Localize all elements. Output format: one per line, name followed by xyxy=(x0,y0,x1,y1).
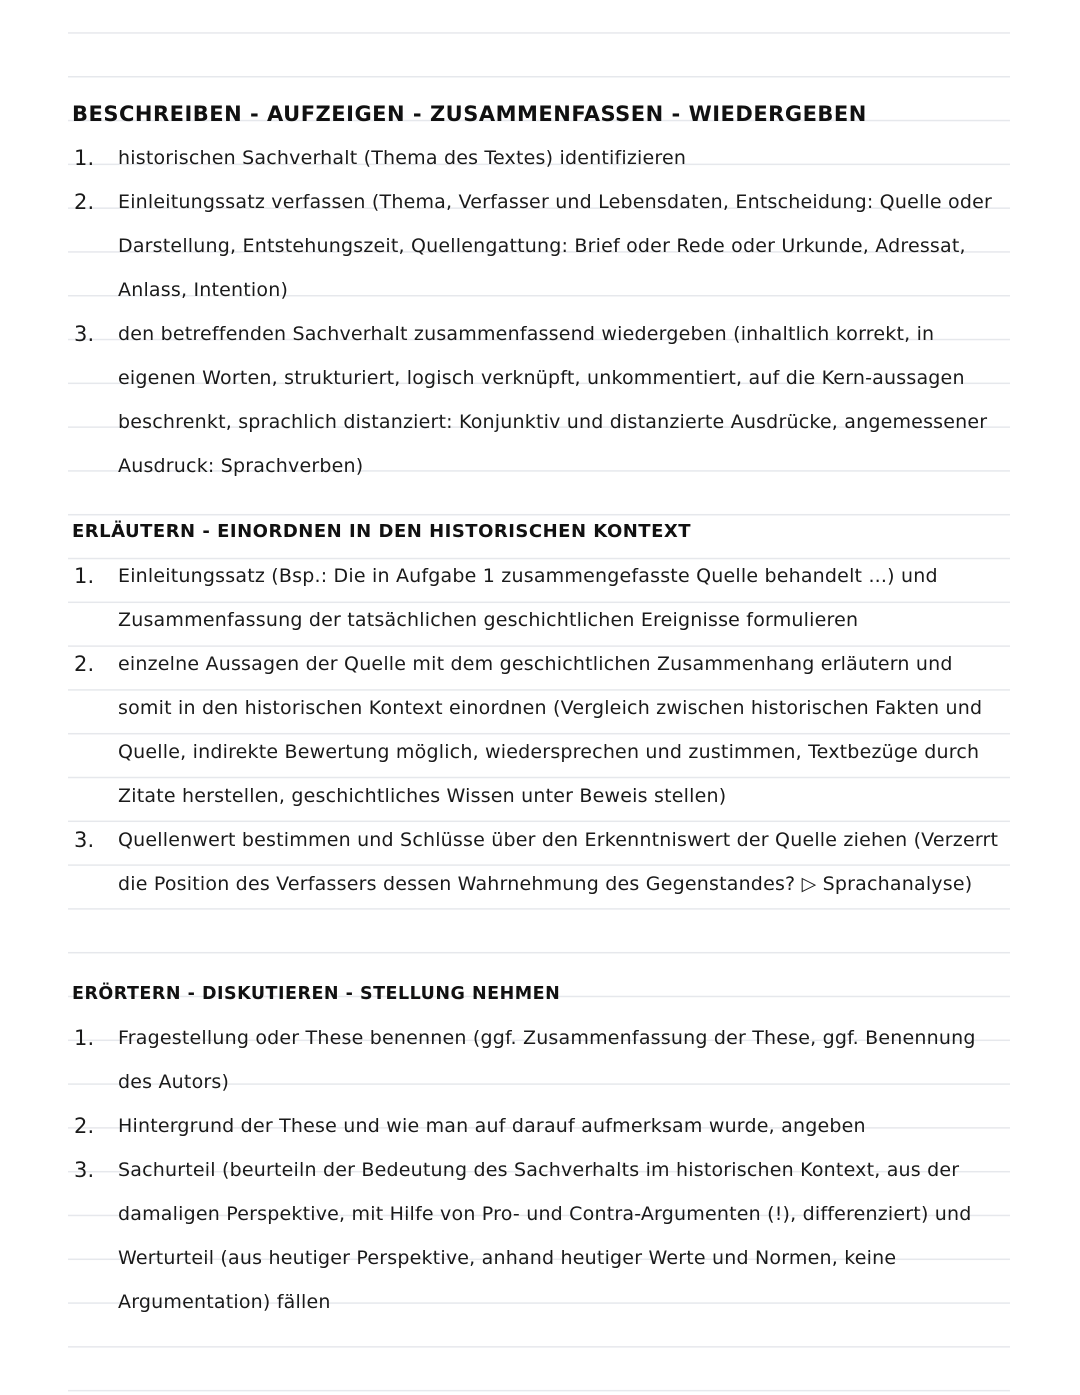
list-item xyxy=(72,180,1012,312)
list-item xyxy=(72,818,1012,906)
item-text: Quellenwert bestimmen und Schlüsse über den Erkenntniswert der Quelle ziehen (Verzerrt die Position des Verfassers dessen Wahrnehmung des Gegenstandes? ▷ Sprachanalyse) xyxy=(118,829,999,895)
list-item xyxy=(72,1016,1012,1104)
section-heading: BESCHREIBEN - AUFZEIGEN - ZUSAMMENFASSEN - WIEDERGEBEN xyxy=(72,102,867,126)
section-heading: ERÖRTERN - DISKUTIEREN - STELLUNG NEHMEN xyxy=(72,984,561,1004)
item-text: Hintergrund der These und wie man auf darauf aufmerksam wurde, angeben xyxy=(118,1115,866,1137)
item-text: historischen Sachverhalt (Thema des Textes) identifizieren xyxy=(118,147,687,169)
list-item xyxy=(72,312,1012,488)
section-erlaeutern xyxy=(72,510,1012,906)
item-list xyxy=(72,136,1012,488)
item-number: 2. xyxy=(74,652,95,676)
item-list xyxy=(72,554,1012,906)
list-item xyxy=(72,642,1012,818)
item-number: 1. xyxy=(74,146,95,170)
item-text: Sachurteil (beurteiln der Bedeutung des Sachverhalts im historischen Kontext, aus der damaligen Perspektive, mit Hilfe von Pro- und Contra-Argumenten (!), differenziert) und Werturteil (aus heutiger Perspektive, anhand heutiger Werte und Normen, keine Argumentation) fällen xyxy=(118,1159,972,1313)
list-item xyxy=(72,1148,1012,1324)
item-number: 2. xyxy=(74,1114,95,1138)
list-item xyxy=(72,1104,1012,1148)
item-number: 3. xyxy=(74,828,95,852)
item-list xyxy=(72,1016,1012,1324)
item-number: 3. xyxy=(74,322,95,346)
item-text: einzelne Aussagen der Quelle mit dem geschichtlichen Zusammenhang erläutern und somit in den historischen Kontext einordnen (Vergleich zwischen historischen Fakten und Quelle, indirekte Bewertung möglich, wiedersprechen und zustimmen, Textbezüge durch Zitate herstellen, geschichtliches Wissen unter Beweis stellen) xyxy=(118,653,983,807)
item-number: 3. xyxy=(74,1158,95,1182)
item-text: Einleitungssatz verfassen (Thema, Verfasser und Lebensdaten, Entscheidung: Quelle oder Darstellung, Entstehungszeit, Quellengattung: Brief oder Rede oder Urkunde, Adressat, Anlass, Intention) xyxy=(118,191,993,301)
section-heading: ERLÄUTERN - EINORDNEN IN DEN HISTORISCHEN KONTEXT xyxy=(72,521,692,542)
item-number: 1. xyxy=(74,564,95,588)
item-text: Fragestellung oder These benennen (ggf. Zusammenfassung der These, ggf. Benennung des Autors) xyxy=(118,1027,976,1093)
list-item xyxy=(72,554,1012,642)
item-text: Einleitungssatz (Bsp.: Die in Aufgabe 1 zusammengefasste Quelle behandelt ...) und Zusammenfassung der tatsächlichen geschichtlichen Ereignisse formulieren xyxy=(118,565,938,631)
item-text: den betreffenden Sachverhalt zusammenfassend wiedergeben (inhaltlich korrekt, in eigenen Worten, strukturiert, logisch verknüpft, unkommentiert, auf die Kern-aussagen beschrenkt, sprachlich distanziert: Konjunktiv und distanzierte Ausdrücke, angemessener Ausdruck: Sprachverben) xyxy=(118,323,988,477)
item-number: 1. xyxy=(74,1026,95,1050)
list-item xyxy=(72,136,1012,180)
item-number: 2. xyxy=(74,190,95,214)
section-eroertern xyxy=(72,972,1012,1324)
section-beschreiben xyxy=(72,92,1012,488)
